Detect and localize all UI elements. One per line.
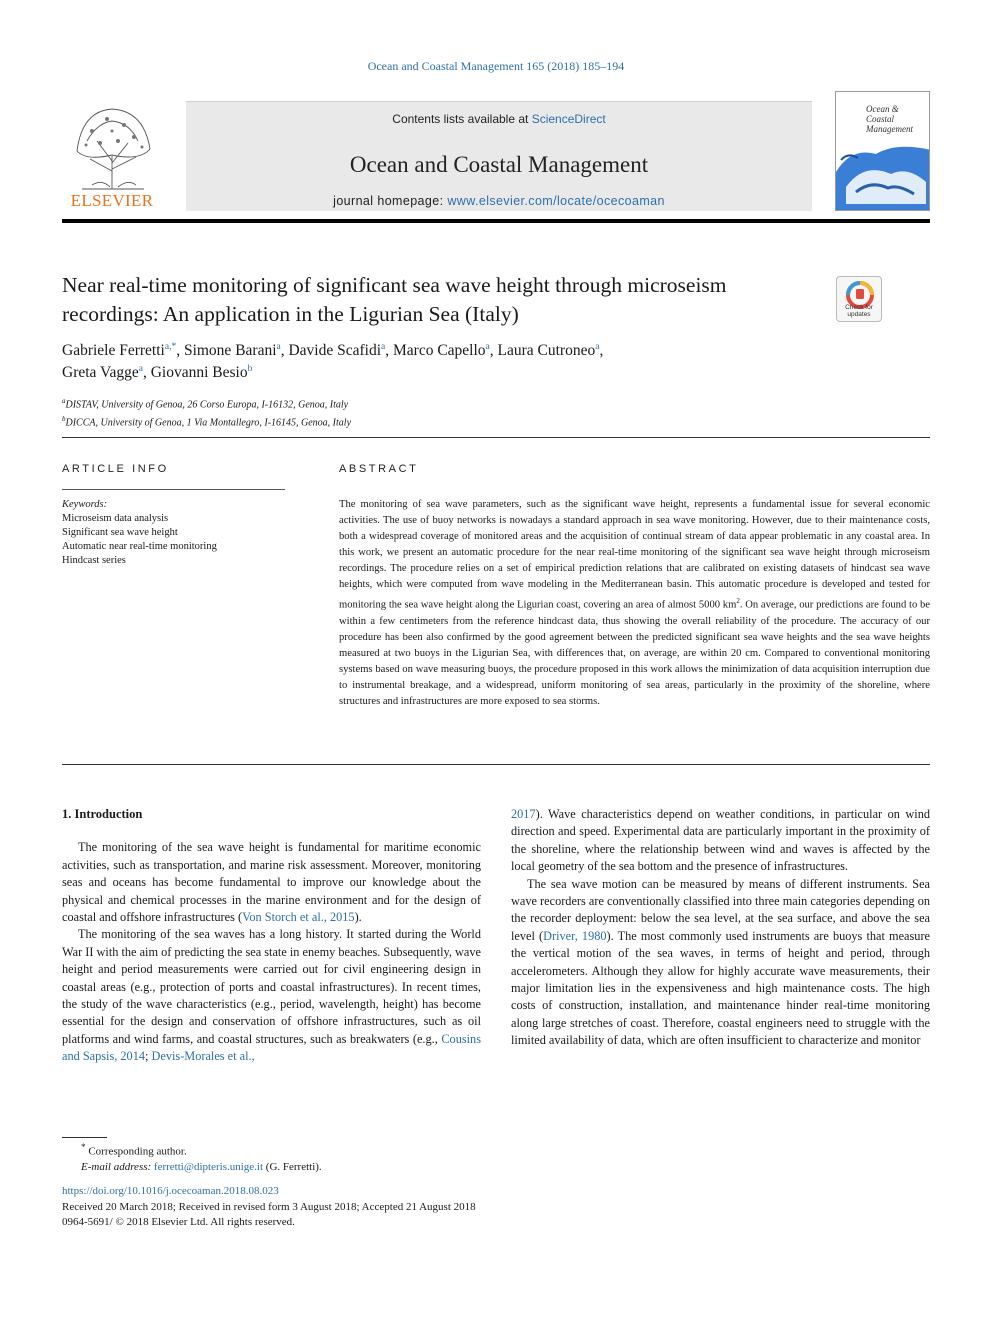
abstract-unit-superscript: 2: [736, 597, 740, 605]
author-separator: ,: [176, 342, 184, 359]
article-title: Near real-time monitoring of significant sea wave height through microseism recordings: An application in the Ligurian Sea (Italy): [62, 273, 727, 326]
author-name[interactable]: Gabriele Ferretti: [62, 342, 165, 359]
divider-top: [62, 437, 930, 438]
abstract-text: [339, 497, 930, 710]
corresponding-author-note: [62, 1140, 562, 1160]
author-name[interactable]: Davide Scafidi: [288, 342, 382, 359]
divider-bottom: [62, 764, 930, 765]
contents-prefix: Contents lists available at: [392, 112, 532, 126]
body-paragraph: [511, 806, 930, 876]
email-suffix: (G. Ferretti).: [263, 1160, 322, 1173]
footnote-rule: [62, 1137, 107, 1138]
paragraph-text: ;: [145, 1049, 152, 1064]
corresponding-author-text: Corresponding author.: [85, 1145, 187, 1158]
author-affiliation-marker[interactable]: a: [138, 363, 143, 374]
author-affiliation-marker[interactable]: a: [485, 341, 490, 352]
paragraph-text: The sea wave motion can be measured by means of different instruments. Sea wave recorders are conventionally classified into three main categories depending on the recorder deployment: below the sea level, at the sea surface, and above the sea level (: [511, 876, 930, 943]
homepage-line: [186, 194, 812, 208]
journal-cover-thumbnail[interactable]: [835, 91, 930, 211]
paragraph-text: The monitoring of the sea waves has a long history. It started during the World War II with the aim of predicting the sea state in enemy beaches. Subsequently, wave height and period measurements were carried out for civil engineering design in coastal areas (e.g., protection of ports and coastal infrastructures). In recent times, the study of the wave characteristics (e.g., period, wavelength, height) has become essential for the design and conservation of offshore infrastructures, such as oil platforms and wind farms, and coastal structures, such as breakwaters (e.g.,: [62, 927, 481, 1046]
sciencedirect-link[interactable]: ScienceDirect: [531, 112, 606, 126]
cover-title: Ocean & Coastal Management: [866, 104, 913, 134]
author-affiliation-marker[interactable]: b: [247, 363, 253, 374]
article-info-rule: [62, 489, 285, 490]
header-rule: [62, 219, 930, 223]
doi-link[interactable]: https://doi.org/10.1016/j.ocecoaman.2018.08.023: [62, 1185, 279, 1197]
paragraph-text: The monitoring of the sea wave height is fundamental for maritime economic activities, such as transportation, and marine risk assessment. Moreover, monitoring seas and oceans has become fundamental to improve our knowledge about the physical and chemical processes in the marine environment and for the design of coastal and offshore infrastructures (: [62, 840, 481, 925]
journal-info-box: [186, 101, 812, 211]
copyright-line: 0964-5691/ © 2018 Elsevier Ltd. All rights reserved.: [62, 1216, 295, 1228]
author-affiliation-marker[interactable]: a: [595, 341, 600, 352]
author-name[interactable]: Marco Capello: [393, 342, 486, 359]
author-affiliation-marker[interactable]: a: [276, 341, 281, 352]
publication-info: [62, 1184, 762, 1231]
cover-globe-icon: [836, 92, 930, 211]
footnotes: [62, 1140, 562, 1175]
author-separator: ,: [142, 364, 151, 381]
received-dates: Received 20 March 2018; Received in revised form 3 August 2018; Accepted 21 August 2018: [62, 1200, 476, 1213]
keyword-item: Microseism data analysis: [62, 513, 169, 524]
citation-link[interactable]: Devis-Morales et al.,: [151, 1049, 255, 1064]
abstract-part-1: The monitoring of sea wave parameters, such as the significant wave height, represents a fundamental issue for several economic activities. The use of buoy networks is nowadays a standard approach in sea wave monitoring. However, due to their maintenance costs, both a widespread coverage of monitored areas and the acquisition of continual stream of data appear problematic in any coastal area. In this work, we present an automatic procedure for the near real-time monitoring of the significant sea wave height through microseism recordings. The procedure relies on a set of empirical prediction relations that are calibrated on existing datasets of hindcast sea wave heights, which were computed from wave modeling in the Mediterranean basin. This automatic procedure is developed and tested for monitoring the sea wave height along the Ligurian coast, covering an area of almost 5000 km: [339, 499, 930, 611]
keywords-block: [62, 498, 285, 568]
author-separator: ,: [489, 342, 498, 359]
check-for-updates-badge[interactable]: [836, 276, 882, 322]
paragraph-text: ). Wave characteristics depend on weather conditions, in particular on wind direction and speed. Experimental data are particularly important in the proximity of the shoreline, where the relationship between wind and waves is affected by the local geometry of the sea bottom and the presence of infrastructures.: [511, 807, 930, 874]
author-name[interactable]: Laura Cutroneo: [497, 342, 596, 359]
footnote-star: *: [81, 1142, 86, 1152]
article-info-heading: ARTICLE INFO: [62, 463, 169, 475]
body-paragraph: [511, 876, 930, 1050]
corresponding-author-marker[interactable]: *: [171, 341, 177, 352]
journal-header: [62, 91, 930, 221]
affiliation-label: b: [62, 415, 66, 424]
author-name[interactable]: Simone Barani: [183, 342, 277, 359]
homepage-link[interactable]: www.elsevier.com/locate/ocecoaman: [447, 194, 665, 208]
keywords-label: Keywords:: [62, 499, 108, 510]
citation-link[interactable]: Von Storch et al., 2015: [242, 910, 355, 925]
email-link[interactable]: ferretti@dipteris.unige.it: [153, 1160, 264, 1173]
affiliation-a: [62, 394, 762, 412]
paragraph-text: ).: [354, 910, 362, 925]
body-column-right: [511, 806, 930, 1050]
keyword-item: Significant sea wave height: [62, 527, 178, 538]
author-list: [62, 340, 802, 384]
body-paragraph: [62, 839, 481, 926]
check-for-updates-label: Check for updates: [845, 304, 873, 318]
body-paragraph: [62, 926, 481, 1065]
section-heading-introduction: 1. Introduction: [62, 807, 143, 821]
author-name[interactable]: Greta Vagge: [62, 364, 139, 381]
body-column-left: [62, 806, 481, 1066]
email-note: [62, 1160, 562, 1175]
citation-link[interactable]: Driver, 1980: [543, 928, 607, 943]
keyword-item: Hindcast series: [62, 555, 126, 566]
citation-link[interactable]: 2017: [511, 807, 536, 821]
elsevier-wordmark[interactable]: ELSEVIER: [70, 191, 154, 210]
journal-reference[interactable]: Ocean and Coastal Management 165 (2018) 185–194: [367, 59, 625, 73]
keyword-item: Automatic near real-time monitoring: [62, 541, 217, 552]
contents-line: [186, 112, 812, 126]
author-separator: ,: [385, 342, 393, 359]
affiliation-b: [62, 412, 762, 430]
author-affiliation-marker[interactable]: a,: [164, 341, 172, 352]
abstract-part-2: . On average, our predictions are found to be within a few centimeters from the reference hindcast data, thus showing the overall reliability of the procedure. The accuracy of our procedure has been also confirmed by the good agreement between the predicted significant sea wave heights and the sea wave heights measured at two buoys in the Ligurian Sea, with differences that, on average, are within 20 cm. Compared to conventional monitoring systems based on wave measuring buoys, the procedure proposed in this work allows the minimization of data acquisition interruption due to instrumental breakage, and a widespread, uniform monitoring of sea areas, particularly in the proximity of the shoreline, where structures and infrastructures are more exposed to sea storms.: [339, 599, 930, 707]
affiliation-text: DICCA, University of Genoa, 1 Via Montallegro, I-16145, Genoa, Italy: [65, 417, 352, 429]
journal-title[interactable]: Ocean and Coastal Management: [349, 152, 649, 177]
author-affiliation-marker[interactable]: a: [381, 341, 386, 352]
author-name[interactable]: Giovanni Besio: [150, 364, 248, 381]
affiliation-label: a: [62, 397, 66, 405]
email-label: E-mail address:: [81, 1160, 154, 1173]
abstract-heading: ABSTRACT: [339, 463, 419, 475]
citation-link[interactable]: Cousins and Sapsis, 2014: [62, 1031, 481, 1064]
author-separator: ,: [599, 342, 604, 359]
affiliations: [62, 394, 762, 431]
affiliation-text: DISTAV, University of Genoa, 26 Corso Europa, I-16132, Genoa, Italy: [65, 399, 349, 411]
paragraph-text: ). The most commonly used instruments are buoys that measure the vertical motion of the sea waves, in terms of height and period, through accelerometers. Although they allow for highly accurate wave measurements, their major limitation lies in the expensiveness and high maintenance costs. The high costs of construction, installation, and maintenance hinder real-time monitoring along large stretches of coast. Therefore, coastal engineers need to struggle with the limited availability of data, which are often insufficient to characterize and monitor: [511, 928, 930, 1048]
homepage-prefix: journal homepage:: [333, 194, 448, 208]
author-separator: ,: [280, 342, 289, 359]
